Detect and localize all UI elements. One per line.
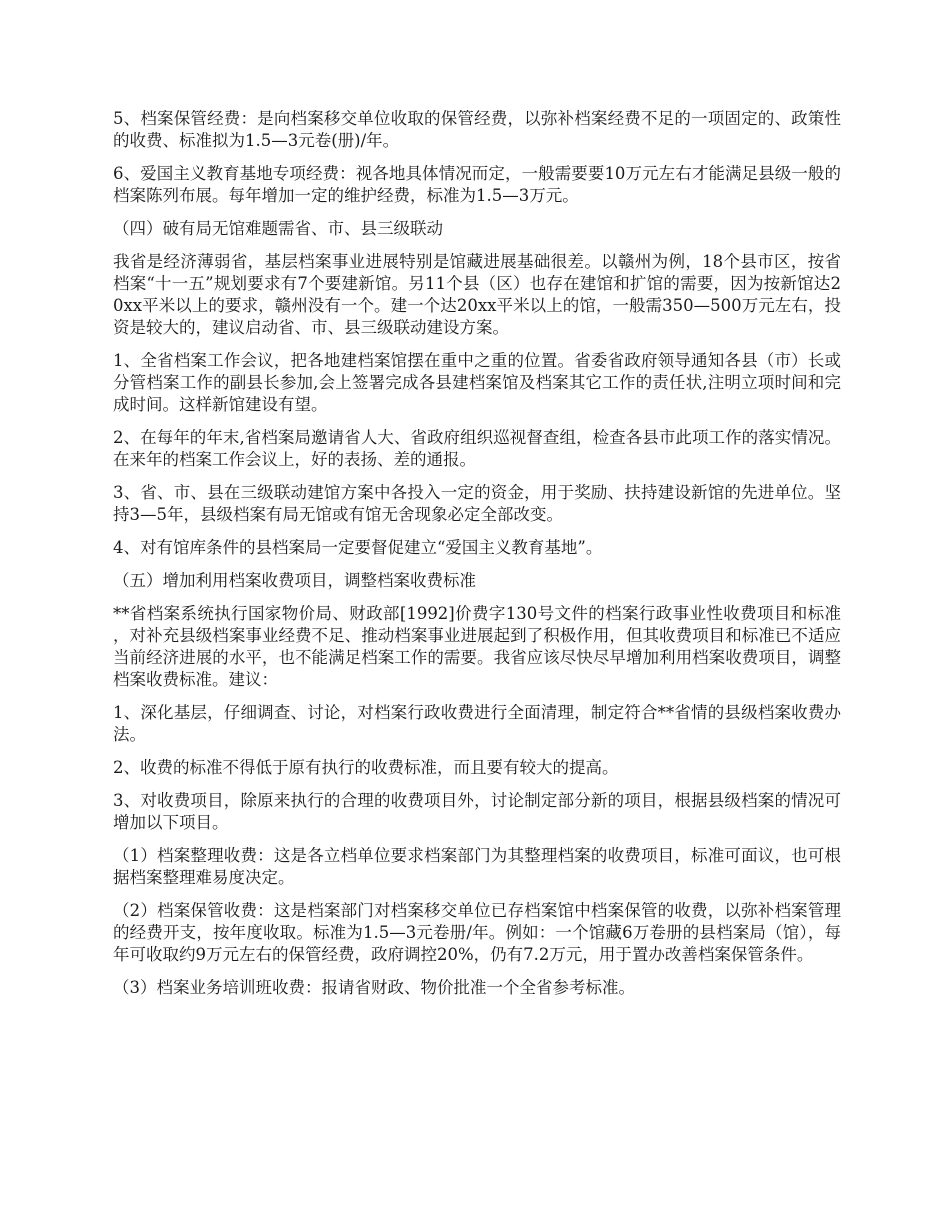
paragraph-fee-storage: 5、档案保管经费：是向档案移交单位收取的保管经费，以弥补档案经费不足的一项固定的、政策性的收费、标准拟为1.5—3元卷(册)/年。 (113, 109, 841, 150)
paragraph-suggestion-2: 2、收费的标准不得低于原有执行的收费标准，而且要有较大的提高。 (113, 758, 619, 777)
paragraph-subitem-3-training-fee: （3）档案业务培训班收费：报请省财政、物价批准一个全省参考标准。 (113, 978, 635, 997)
section-heading-five: （五）增加利用档案收费项目，调整档案收费标准 (113, 571, 476, 590)
paragraph-item-4-education-base: 4、对有馆库条件的县档案局一定要督促建立“爱国主义教育基地”。 (113, 538, 603, 557)
paragraph-subitem-1-organizing-fee: （1）档案整理收费：这是各立档单位要求档案部门为其整理档案的收费项目，标准可面议，也可根据档案整理难易度决定。 (113, 846, 841, 887)
paragraph-fee-patriotic-base: 6、爱国主义教育基地专项经费：视各地具体情况而定，一般需要要10万元左右才能满足县级一般的档案陈列布展。每年增加一定的维护经费，标准为1.5—3万元。 (113, 164, 841, 205)
paragraph-suggestion-3: 3、对收费项目，除原来执行的合理的收费项目外，讨论制定部分新的项目，根据县级档案的情况可增加以下项目。 (113, 791, 841, 832)
paragraph-suggestion-1: 1、深化基层，仔细调查、讨论，对档案行政收费进行全面清理，制定符合**省情的县级档案收费办法。 (113, 703, 841, 744)
section-heading-four: （四）破有局无馆难题需省、市、县三级联动 (113, 219, 443, 238)
document-body (113, 108, 841, 1010)
paragraph-item-1-conference: 1、全省档案工作会议，把各地建档案馆摆在重中之重的位置。省委省政府领导通知各县（市）长或分管档案工作的副县长参加,会上签署完成各县建档案馆及档案其它工作的责任状,注明立项时间和完成时间。这样新馆建设有望。 (113, 351, 841, 414)
paragraph-fee-policy-background: **省档案系统执行国家物价局、财政部[1992]价费字130号文件的档案行政事业性收费项目和标准，对补充县级档案事业经费不足、推动档案事业进展起到了积极作用，但其收费项目和标准已不适应当前经济进展的水平，也不能满足档案工作的需要。我省应该尽快尽早增加利用档案收费项目，调整档案收费标准。建议： (113, 604, 841, 689)
paragraph-province-background: 我省是经济薄弱省，基层档案事业进展特别是馆藏进展基础很差。以赣州为例，18个县市区，按省档案“十一五”规划要求有7个要建新馆。另11个县（区）也存在建馆和扩馆的需要，因为按新馆达20xx平米以上的要求，赣州没有一个。建一个达20xx平米以上的馆，一般需350—500万元左右，投资是较大的，建议启动省、市、县三级联动建设方案。 (113, 252, 841, 337)
paragraph-item-2-inspection: 2、在每年的年末,省档案局邀请省人大、省政府组织巡视督查组，检查各县市此项工作的落实情况。在来年的档案工作会议上，好的表扬、差的通报。 (113, 428, 841, 469)
paragraph-item-3-funding: 3、省、市、县在三级联动建馆方案中各投入一定的资金，用于奖励、扶持建设新馆的先进单位。坚持3—5年，县级档案有局无馆或有馆无舍现象必定全部改变。 (113, 483, 841, 524)
paragraph-subitem-2-storage-fee: （2）档案保管收费：这是档案部门对档案移交单位已存档案馆中档案保管的收费，以弥补档案管理的经费开支，按年度收取。标准为1.5—3元卷册/年。例如：一个馆藏6万卷册的县档案局（馆），每年可收取约9万元左右的保管经费，政府调控20%，仍有7.2万元，用于置办改善档案保管条件。 (113, 901, 841, 964)
